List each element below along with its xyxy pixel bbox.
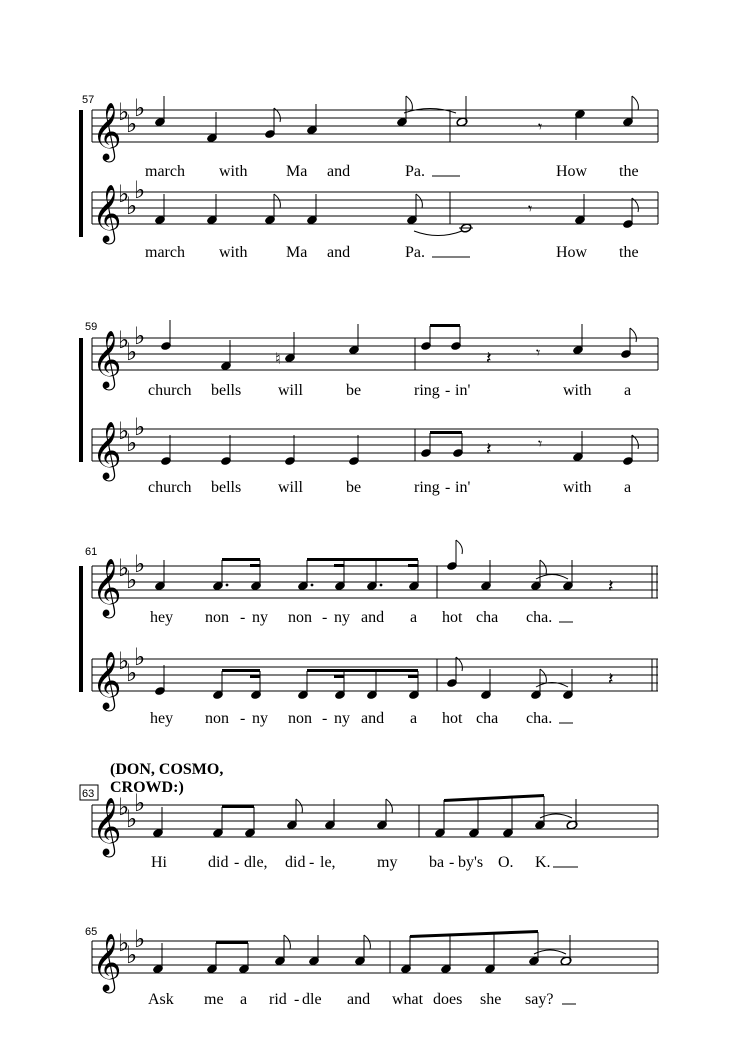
svg-text:ny: ny [252,710,268,727]
staff-upper [92,338,658,370]
svg-text:♭: ♭ [118,417,130,445]
svg-text:a: a [624,382,632,399]
svg-text:did: did [208,854,229,871]
svg-text:hot: hot [442,710,463,727]
svg-text:the: the [619,244,639,261]
svg-text:♭: ♭ [134,789,146,817]
svg-text:-: - [294,991,300,1008]
system-57 [79,94,658,261]
svg-text:and: and [361,609,385,626]
svg-text:with: with [563,382,592,399]
svg-text:church: church [148,382,192,399]
svg-text:non: non [288,609,312,626]
svg-text:ring: ring [414,479,440,496]
svg-text:ring: ring [414,382,440,399]
svg-text:what: what [392,991,424,1008]
svg-text:𝄽: 𝄽 [486,348,492,368]
key-signature-flats [118,925,145,969]
svg-text:in': in' [455,382,471,399]
treble-clef-icon: 𝄞 [92,651,122,709]
key-signature-flats [118,176,145,220]
svg-text:♭: ♭ [118,793,130,821]
svg-text:♭: ♭ [134,643,146,671]
svg-text:♭: ♭ [118,98,130,126]
svg-text:♭: ♭ [134,550,146,578]
system-59 [79,320,658,496]
svg-text:does: does [433,991,463,1008]
svg-text:K.: K. [535,854,551,871]
svg-text:♭: ♭ [134,925,146,953]
svg-text:bells: bells [211,479,242,496]
svg-text:♭: ♭ [118,929,130,957]
svg-text:ny: ny [252,609,268,626]
staff-upper [92,110,658,142]
svg-text:non: non [288,710,312,727]
svg-text:march: march [145,244,185,261]
key-signature-flats [118,322,145,366]
svg-text:she: she [480,991,502,1008]
svg-text:and: and [361,710,385,727]
svg-text:le,: le, [320,854,336,871]
svg-text:cha.: cha. [526,710,553,727]
system-61 [79,540,658,727]
svg-text:be: be [346,382,362,399]
staff-lower [92,429,658,461]
treble-clef-icon: 𝄞 [92,933,122,991]
lyrics-upper [148,382,631,399]
svg-text:non: non [205,609,229,626]
svg-text:ny: ny [334,609,350,626]
svg-text:by's: by's [458,854,484,871]
svg-text:♮: ♮ [275,351,281,368]
svg-text:-: - [240,609,246,626]
svg-text:church: church [148,479,192,496]
cue-label: CROWD:) [110,779,184,796]
svg-text:cha.: cha. [526,609,553,626]
svg-text:be: be [346,479,362,496]
key-signature-flats [118,94,145,138]
rest-icon: 𝄾 [538,119,543,136]
svg-text:non: non [205,710,229,727]
notes-upper [154,540,613,596]
svg-text:♭: ♭ [126,110,138,138]
treble-clef-icon: 𝄞 [92,184,122,242]
notes-unison [152,930,572,974]
svg-text:rid: rid [269,991,287,1008]
svg-text:𝄽: 𝄽 [486,439,492,459]
svg-text:♭: ♭ [118,326,130,354]
svg-text:𝄽: 𝄽 [608,669,614,689]
svg-text:did: did [285,854,306,871]
svg-text:♭: ♭ [126,941,138,969]
svg-text:♭: ♭ [134,94,146,122]
svg-text:Hi: Hi [151,854,167,871]
system-65 [85,925,658,1008]
treble-clef-icon: 𝄞 [92,421,122,479]
svg-text:say?: say? [525,991,554,1008]
svg-text:𝄾: 𝄾 [528,201,533,218]
svg-text:hey: hey [150,710,174,727]
svg-text:Ma: Ma [286,244,308,261]
svg-text:♭: ♭ [134,322,146,350]
svg-text:Ask: Ask [148,991,174,1008]
svg-text:with: with [219,163,248,180]
svg-text:and: and [347,991,371,1008]
notes-lower [154,657,613,700]
svg-text:♭: ♭ [126,192,138,220]
svg-text:hot: hot [442,609,463,626]
key-signature-flats [118,643,145,687]
svg-text:𝄾: 𝄾 [536,345,541,362]
notes-upper [154,96,638,143]
treble-clef-icon: 𝄞 [92,558,122,616]
measure-number: 63 [82,788,95,800]
svg-text:𝄾: 𝄾 [538,436,543,453]
svg-text:Pa.: Pa. [405,163,425,180]
svg-text:cha: cha [476,609,499,626]
svg-text:bells: bells [211,382,242,399]
treble-clef-icon: 𝄞 [92,330,122,388]
svg-text:will: will [278,479,303,496]
svg-text:-: - [445,382,451,399]
staff-lower [92,659,658,691]
svg-text:♭: ♭ [126,338,138,366]
svg-text:the: the [619,163,639,180]
svg-text:ny: ny [334,710,350,727]
svg-text:me: me [204,991,224,1008]
svg-text:How: How [556,244,588,261]
svg-text:-: - [449,854,455,871]
svg-text:-: - [309,854,315,871]
svg-text:-: - [240,710,246,727]
key-signature-flats [118,413,145,457]
svg-text:♭: ♭ [118,554,130,582]
staff-unison [92,941,658,973]
svg-text:-: - [445,479,451,496]
svg-text:hey: hey [150,609,174,626]
cue-label: (DON, COSMO, [110,761,224,778]
measure-number: 57 [82,94,95,106]
svg-text:dle,: dle, [244,854,268,871]
svg-text:ba: ba [429,854,445,871]
svg-text:-: - [234,854,240,871]
measure-number: 61 [85,546,98,558]
svg-text:-: - [322,609,328,626]
lyrics-unison [151,854,578,871]
svg-text:-: - [322,710,328,727]
svg-text:♭: ♭ [126,429,138,457]
svg-text:♭: ♭ [126,659,138,687]
svg-text:will: will [278,382,303,399]
svg-text:and: and [327,163,351,180]
svg-text:with: with [563,479,592,496]
svg-text:How: How [556,163,588,180]
svg-text:Ma: Ma [286,163,308,180]
svg-text:dle: dle [302,991,322,1008]
svg-text:a: a [240,991,248,1008]
lyrics-unison [148,991,576,1008]
treble-clef-icon: 𝄞 [92,102,122,160]
svg-text:and: and [327,244,351,261]
lyrics-lower [148,479,631,496]
system-bracket [79,338,83,462]
svg-text:♭: ♭ [118,647,130,675]
svg-text:a: a [410,710,418,727]
svg-text:♭: ♭ [134,413,146,441]
system-bracket [79,566,83,692]
lyrics-upper [150,609,573,626]
svg-text:cha: cha [476,710,499,727]
svg-text:with: with [219,244,248,261]
system-63 [80,761,658,871]
lyrics-lower [145,244,639,261]
svg-text:♭: ♭ [126,805,138,833]
staff-lower [92,192,658,224]
treble-clef-icon: 𝄞 [92,797,122,855]
svg-text:a: a [410,609,418,626]
notes-unison [152,794,578,838]
svg-text:𝄽: 𝄽 [608,576,614,596]
system-bracket [79,110,83,237]
staff-upper [92,566,658,598]
svg-text:in': in' [455,479,471,496]
svg-text:Pa.: Pa. [405,244,425,261]
measure-number: 59 [85,321,98,333]
lyrics-lower [150,710,573,727]
key-signature-flats [118,550,145,594]
svg-text:march: march [145,163,185,180]
svg-text:♭: ♭ [126,566,138,594]
svg-text:my: my [377,854,398,871]
svg-text:♭: ♭ [134,176,146,204]
lyrics-upper [145,163,639,180]
svg-text:O.: O. [498,854,514,871]
svg-text:a: a [624,479,632,496]
measure-number: 65 [85,926,98,938]
svg-text:♭: ♭ [118,180,130,208]
